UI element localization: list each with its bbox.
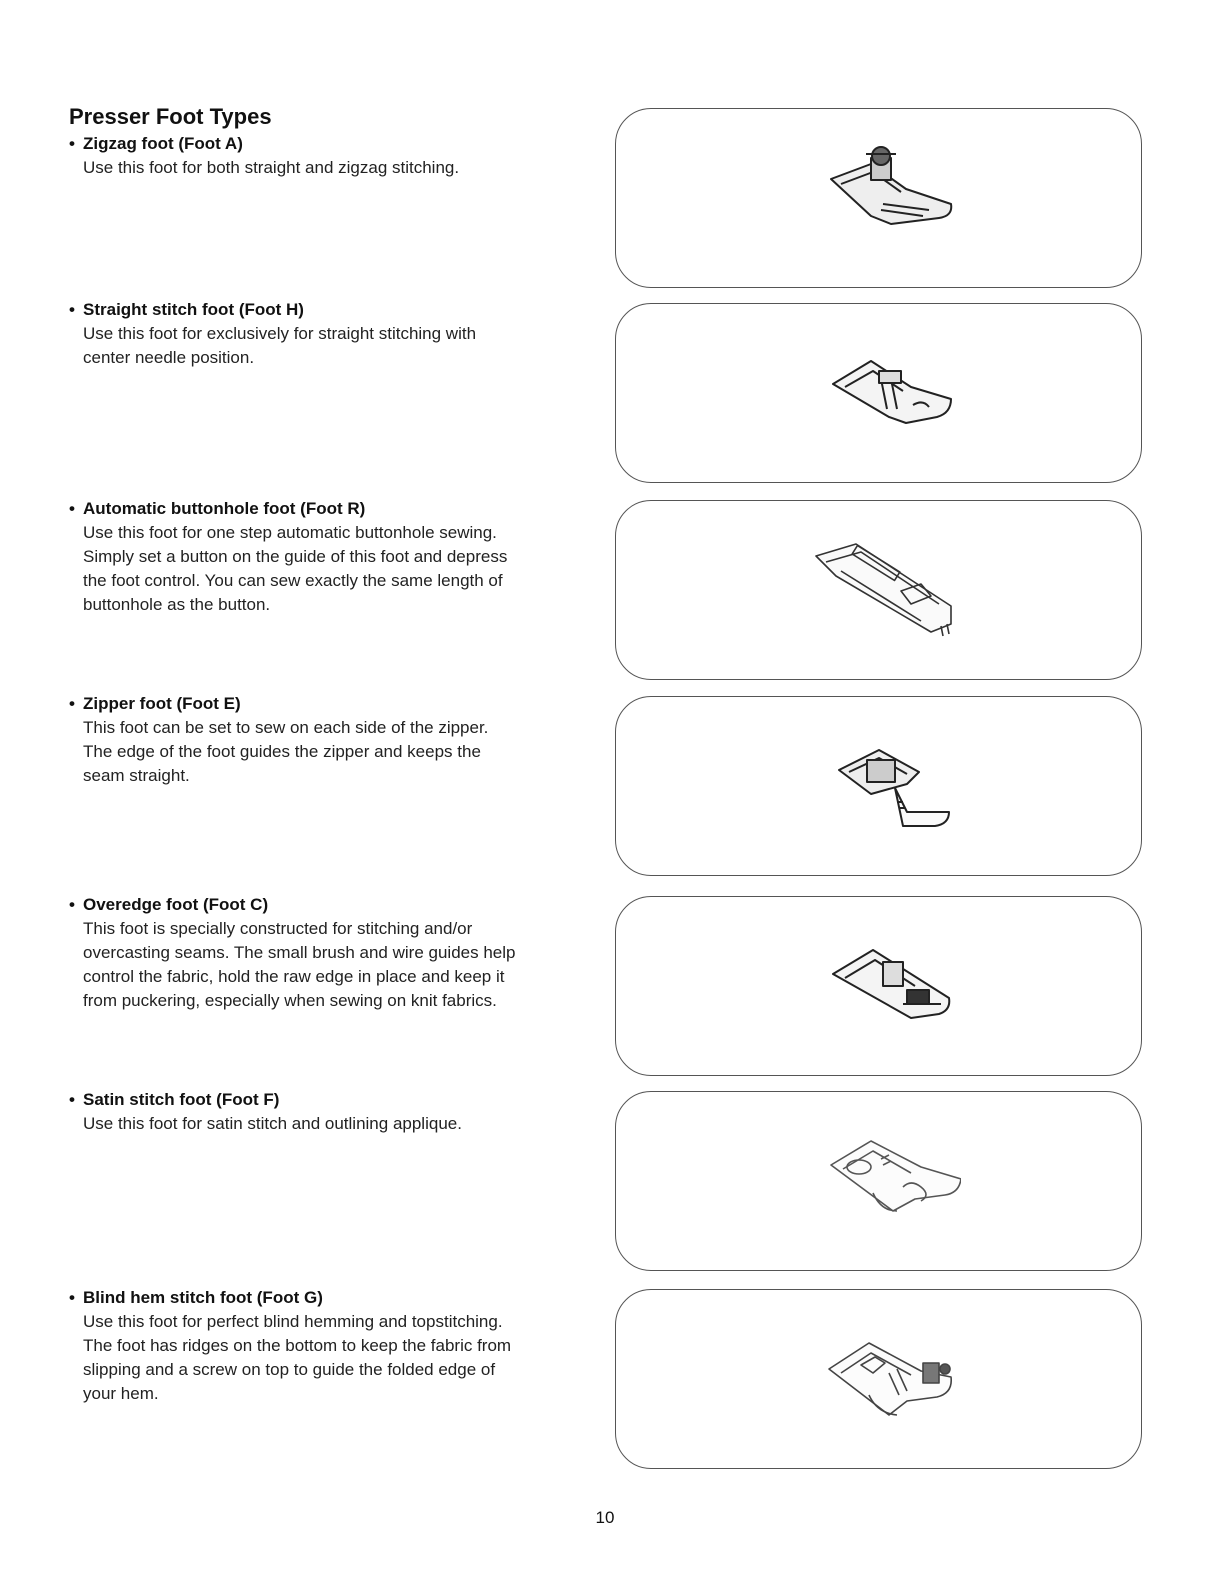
bullet: • (69, 1288, 75, 1307)
illustration-panel-blind-hem (615, 1289, 1142, 1469)
foot-name: Satin stitch foot (Foot F) (83, 1090, 280, 1109)
bullet: • (69, 1090, 75, 1109)
foot-entry-straight-stitch (69, 298, 599, 370)
foot-entry-blind-hem (69, 1286, 599, 1406)
blind-hem-foot-icon (811, 1325, 961, 1435)
illustration-panel-zigzag (615, 108, 1142, 288)
zipper-foot-icon (811, 732, 961, 842)
foot-name: Overedge foot (Foot C) (83, 895, 269, 914)
buttonhole-foot-icon (811, 536, 961, 646)
foot-heading (69, 692, 599, 716)
foot-description: seam straight. (83, 766, 190, 785)
foot-description: The foot has ridges on the bottom to keep the fabric from (83, 1336, 512, 1355)
foot-name: Blind hem stitch foot (Foot G) (83, 1288, 323, 1307)
foot-description: buttonhole as the button. (83, 595, 271, 614)
foot-description: the foot control. You can sew exactly the same length of (83, 571, 503, 590)
illustration-panel-overedge (615, 896, 1142, 1076)
foot-entry-satin-stitch (69, 1088, 599, 1136)
foot-description: Use this foot for perfect blind hemming and topstitching. (83, 1312, 503, 1331)
foot-heading (69, 497, 599, 521)
foot-description: Use this foot for exclusively for straight stitching with (83, 324, 477, 343)
illustration-panel-satin-stitch (615, 1091, 1142, 1271)
foot-entry-zipper (69, 692, 599, 788)
page-title: Presser Foot Types (69, 104, 272, 129)
zigzag-foot-icon (811, 144, 961, 254)
foot-description: This foot can be set to sew on each side of the zipper. (83, 718, 489, 737)
foot-description: Use this foot for satin stitch and outlining applique. (83, 1114, 462, 1133)
foot-description: slipping and a screw on top to guide the folded edge of (83, 1360, 496, 1379)
foot-heading (69, 298, 599, 322)
satin-stitch-foot-icon (811, 1127, 961, 1237)
foot-description: from puckering, especially when sewing on knit fabrics. (83, 991, 497, 1010)
foot-description: This foot is specially constructed for stitching and/or (83, 919, 473, 938)
bullet: • (69, 499, 75, 518)
bullet: • (69, 895, 75, 914)
bullet: • (69, 134, 75, 153)
foot-name: Zipper foot (Foot E) (83, 694, 241, 713)
foot-heading (69, 1088, 599, 1112)
foot-description: Simply set a button on the guide of this foot and depress (83, 547, 508, 566)
illustration-panel-buttonhole (615, 500, 1142, 680)
foot-description: overcasting seams. The small brush and wire guides help (83, 943, 516, 962)
foot-name: Straight stitch foot (Foot H) (83, 300, 304, 319)
foot-heading (69, 132, 599, 156)
foot-description: Use this foot for one step automatic buttonhole sewing. (83, 523, 497, 542)
foot-entry-overedge (69, 893, 599, 1013)
page-number: 10 (595, 1508, 615, 1527)
foot-description: center needle position. (83, 348, 255, 367)
illustration-panel-zipper (615, 696, 1142, 876)
foot-description: your hem. (83, 1384, 159, 1403)
bullet: • (69, 300, 75, 319)
bullet: • (69, 694, 75, 713)
illustration-panel-straight-stitch (615, 303, 1142, 483)
foot-name: Zigzag foot (Foot A) (83, 134, 243, 153)
straight-stitch-foot-icon (811, 339, 961, 449)
overedge-foot-icon (811, 932, 961, 1042)
foot-description: control the fabric, hold the raw edge in place and keep it (83, 967, 505, 986)
foot-heading (69, 893, 599, 917)
foot-heading (69, 1286, 599, 1310)
foot-entry-zigzag (69, 132, 599, 180)
foot-entry-buttonhole (69, 497, 599, 617)
foot-name: Automatic buttonhole foot (Foot R) (83, 499, 366, 518)
foot-description: The edge of the foot guides the zipper and keeps the (83, 742, 481, 761)
foot-description: Use this foot for both straight and zigzag stitching. (83, 158, 460, 177)
